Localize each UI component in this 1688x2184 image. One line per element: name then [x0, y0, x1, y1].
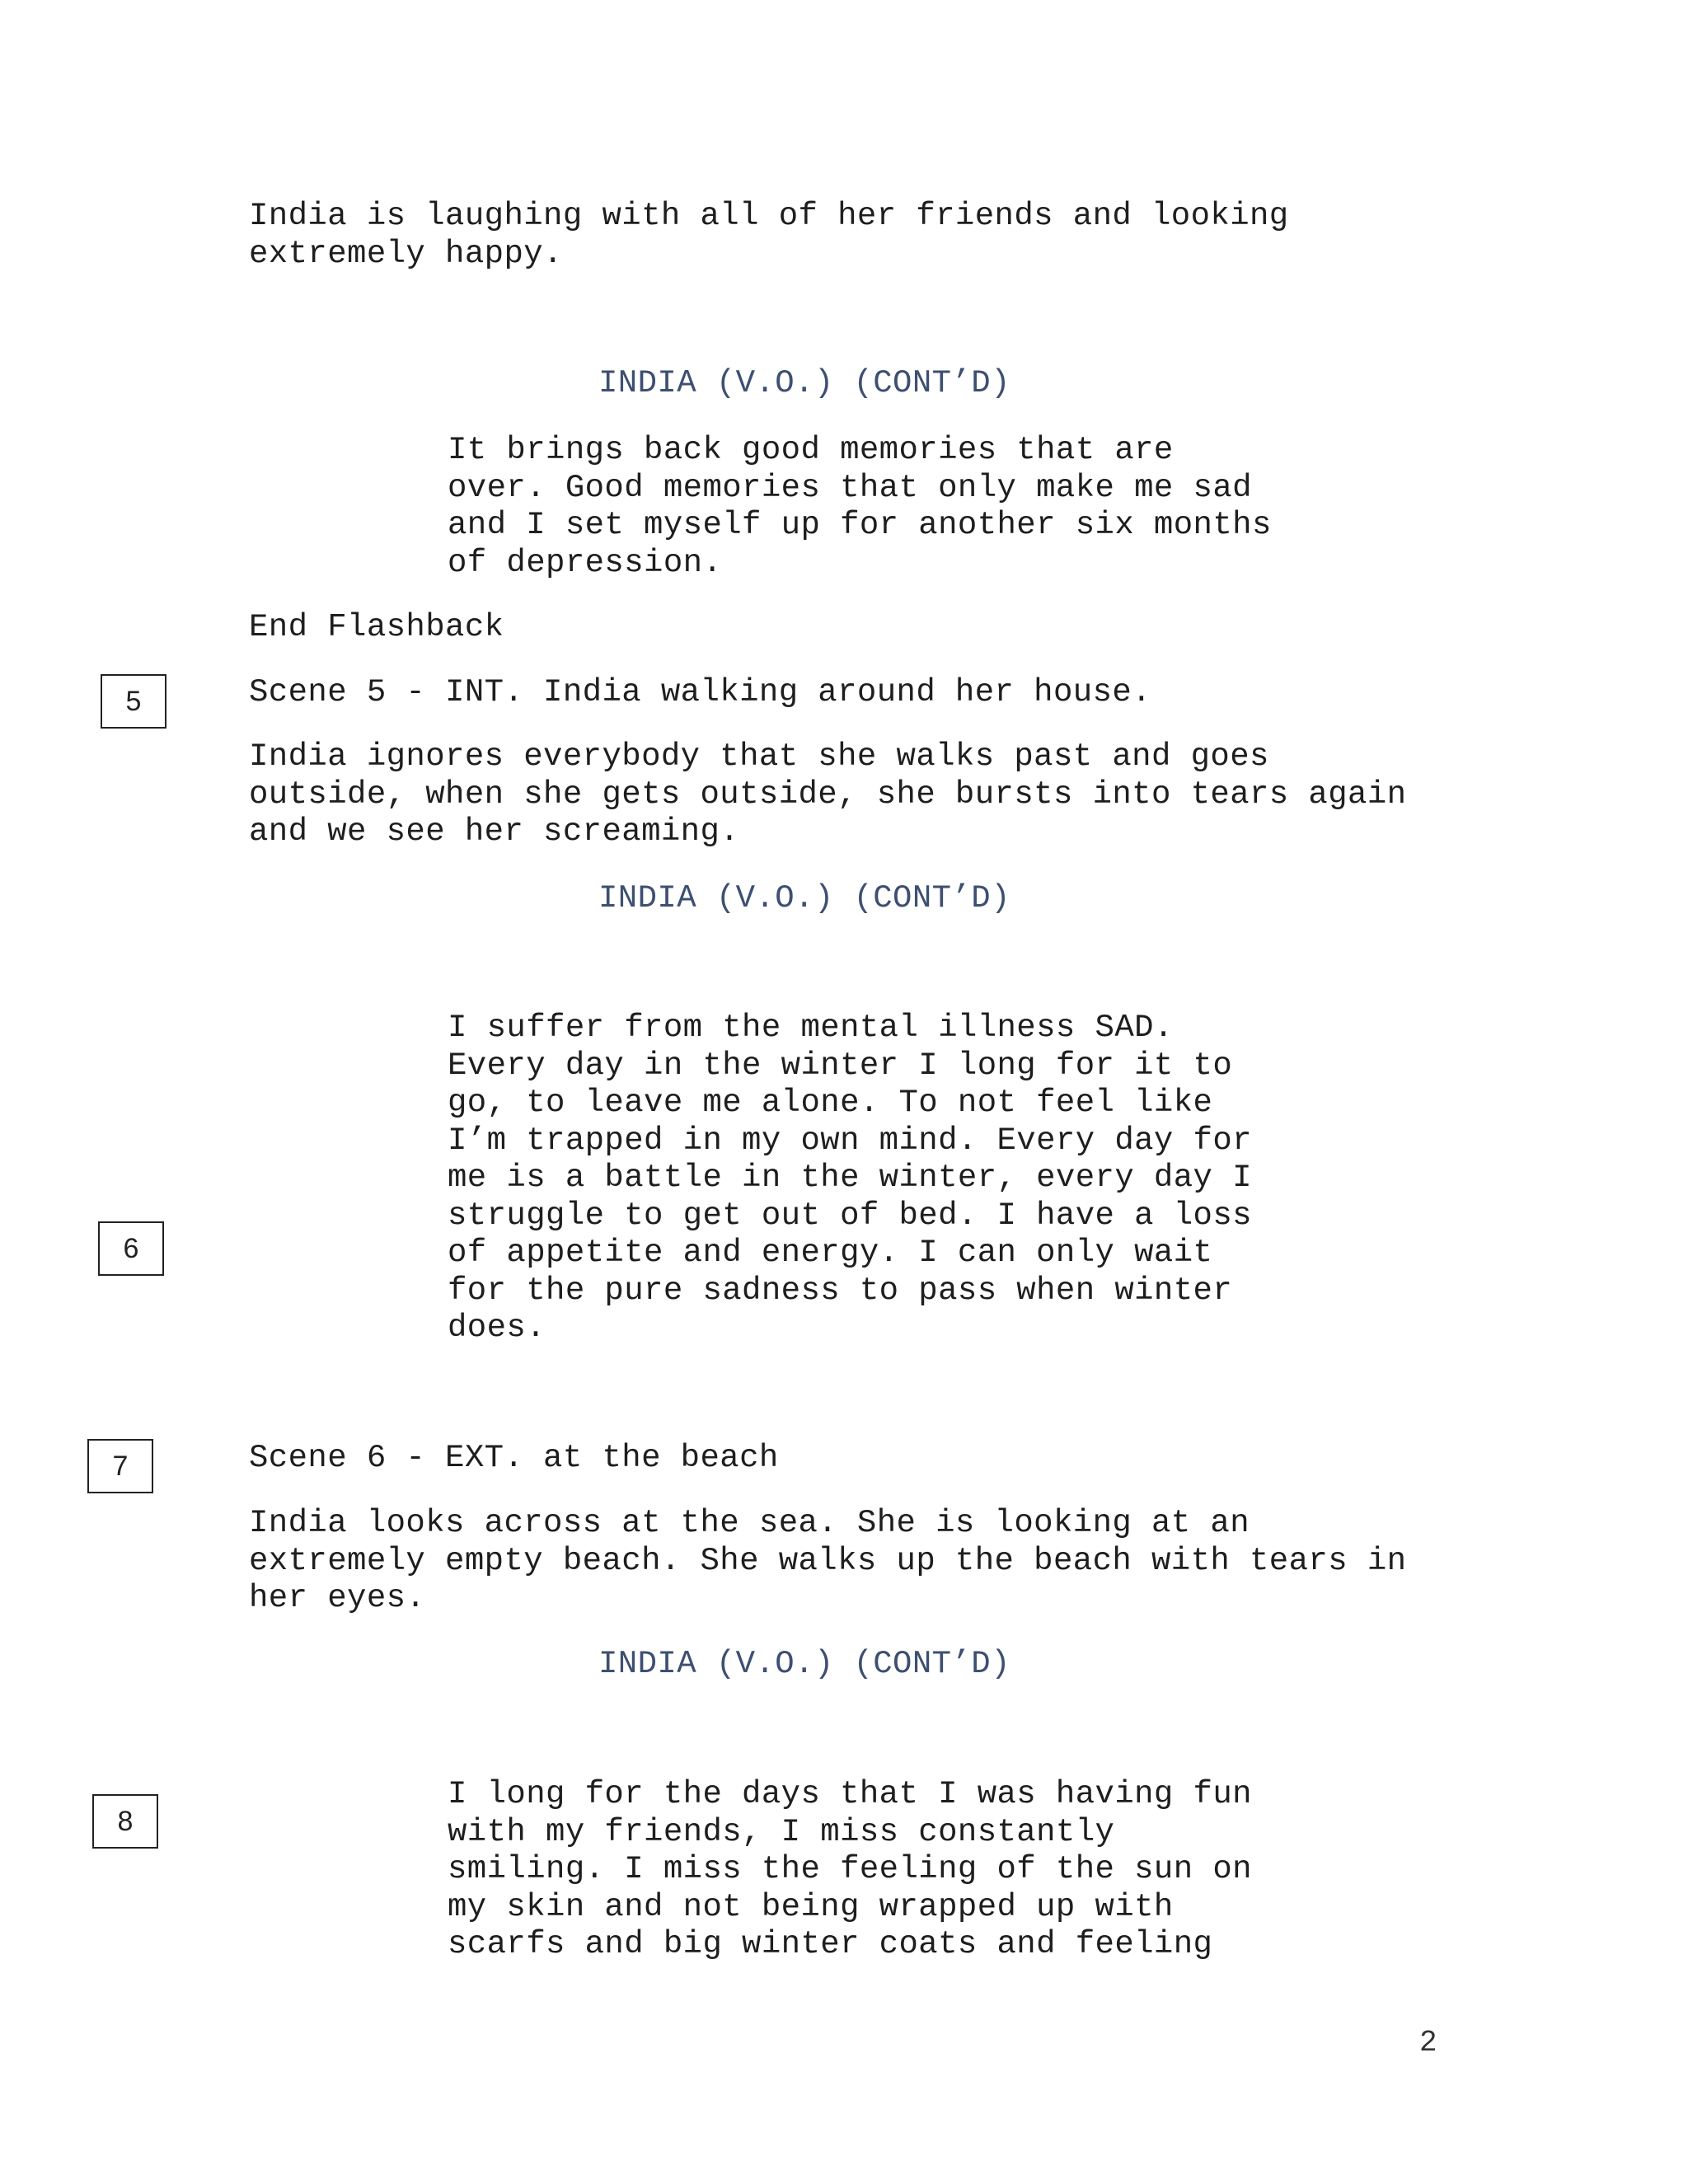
page-number: 2 — [1419, 2026, 1437, 2060]
transition-text: End Flashback — [249, 609, 504, 645]
scene-heading: Scene 5 - INT. India walking around her house. — [249, 674, 1151, 710]
action-text: India ignores everybody that she walks past and goes outside, when she gets outside, she bursts into tears again and we see her screaming. — [249, 738, 1407, 850]
dialogue-text: It brings back good memories that are over. Good memories that only make me sad and I set myself up for another six months of depression. — [448, 432, 1272, 581]
action-text: India is laughing with all of her friends and looking extremely happy. — [249, 198, 1289, 272]
scene-number-box: 7 — [87, 1439, 153, 1493]
action-text: India looks across at the sea. She is looking at an extremely empty beach. She walks up the beach with tears in her eyes. — [249, 1505, 1407, 1616]
scene-number-box: 6 — [98, 1221, 164, 1276]
scene-number-box: 5 — [101, 674, 166, 729]
dialogue-text: I long for the days that I was having fun with my friends, I miss constantly smiling. I miss the feeling of the sun on my skin and not being wrapped up with scarfs and big winter coats and feeling — [448, 1776, 1252, 1962]
scene-number-box: 8 — [92, 1794, 158, 1849]
character-cue: INDIA (V.O.) (CONT’D) — [598, 1646, 1010, 1682]
character-cue: INDIA (V.O.) (CONT’D) — [598, 880, 1010, 916]
character-cue: INDIA (V.O.) (CONT’D) — [598, 365, 1010, 401]
scene-heading: Scene 6 - EXT. at the beach — [249, 1440, 779, 1476]
dialogue-text: I suffer from the mental illness SAD. Every day in the winter I long for it to go, to leave me alone. To not feel like I’m trapped in my own mind. Every day for me is a battle in the winter, every day I struggle to get out of bed. I have a loss of appetite and energy. I can only wait for the pure sadness to pass when winter does. — [448, 1010, 1252, 1346]
